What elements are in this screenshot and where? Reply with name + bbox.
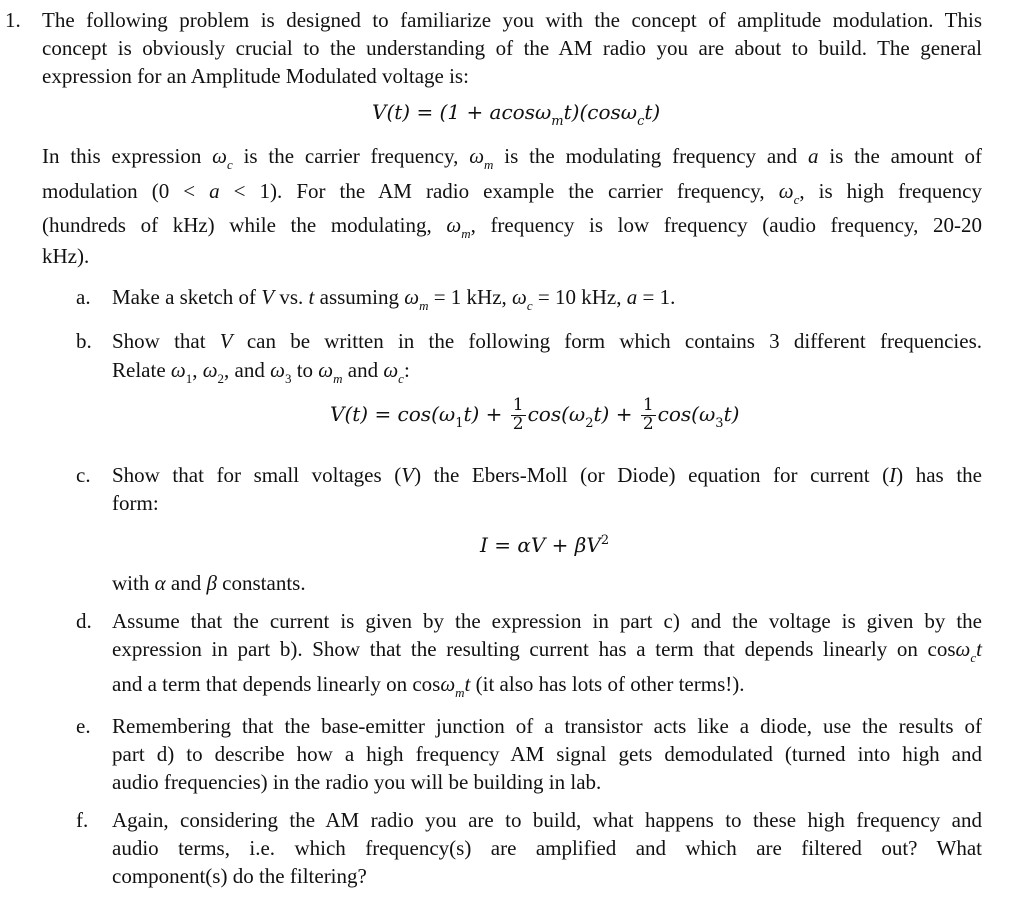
part-d-line-2: expression in part b). Show that the resulting current has a term that depends linearly on cosω$_c$t (112, 637, 982, 665)
part-b-line-1: Show that V can be written in the following form which contains 3 different frequencies. (112, 329, 982, 353)
ebers-moll-equation: $I = \alpha V + \beta V^2$ (480, 533, 610, 557)
part-c-line-1: Show that for small voltages (V) the Ebers-Moll (or Diode) equation for current (I) has the (112, 463, 982, 487)
para-line-1: In this expression $\omega_c$ is the carrier frequency, $\omega_m$ is the modulating frequency and a is the amount of (42, 144, 982, 172)
part-a-text: Make a sketch of V vs. t assuming $\omega_m = 1$ kHz, $\omega_c = 10$ kHz, a = 1. (112, 285, 676, 313)
part-e-line-3: audio frequencies) in the radio you will be building in lab. (112, 770, 602, 794)
part-c-constants: with α and β constants. (112, 571, 306, 595)
part-d-line-3: and a term that depends linearly on cosω$_m$t (it also has lots of other terms!). (112, 672, 745, 700)
part-b-line-2: Relate $\omega_1$, $\omega_2$, and $\omega_3$ to $\omega_m$ and $\omega_c$: (112, 358, 410, 386)
para-line-3: (hundreds of kHz) while the modulating, $\omega_m$, frequency is low frequency (audio frequency, 20-20 (42, 213, 982, 241)
intro-line-2: concept is obviously crucial to the understanding of the AM radio you are about to build. The general (42, 36, 982, 60)
part-d-letter: d. (76, 609, 92, 633)
part-f-line-1: Again, considering the AM radio you are to build, what happens to these high frequency and (112, 808, 982, 832)
part-e-line-2: part d) to describe how a high frequency AM signal gets demodulated (turned into high and (112, 742, 982, 766)
part-f-line-3: component(s) do the filtering? (112, 864, 367, 888)
part-c-letter: c. (76, 463, 91, 487)
problem-number: 1. (5, 8, 21, 32)
intro-line-1: The following problem is designed to familiarize you with the concept of amplitude modulation. This (42, 8, 982, 32)
para-line-4: kHz). (42, 244, 90, 268)
part-b-letter: b. (76, 329, 92, 353)
part-f-letter: f. (76, 808, 89, 832)
intro-line-3: expression for an Amplitude Modulated voltage is: (42, 64, 469, 88)
am-equation: V(t) = (1 + acosω$_m$t)(cosω$_c$t) (372, 100, 661, 129)
part-f-line-2: audio terms, i.e. which frequency(s) are amplified and which are filtered out? What (112, 836, 982, 860)
part-e-letter: e. (76, 714, 91, 738)
fraction-half-1: $\frac{1}{2}$ (512, 395, 524, 434)
fraction-half-2: $\frac{1}{2}$ (642, 395, 654, 434)
part-d-line-1: Assume that the current is given by the expression in part c) and the voltage is given by the (112, 609, 982, 633)
para-line-2: modulation (0 < a < 1). For the AM radio example the carrier frequency, $\omega_c$, is high frequency (42, 179, 983, 207)
part-a-letter: a. (76, 285, 91, 309)
part-c-line-2: form: (112, 491, 159, 515)
part-b-equation: $V(t) = \cos(\omega_1t)$ + $\frac{1}{2}$ $\cos(\omega_2t)$ + $\frac{1}{2}$ $\cos(\omega_3t)$ (330, 395, 740, 434)
part-e-line-1: Remembering that the base-emitter junction of a transistor acts like a diode, use the results of (112, 714, 982, 738)
